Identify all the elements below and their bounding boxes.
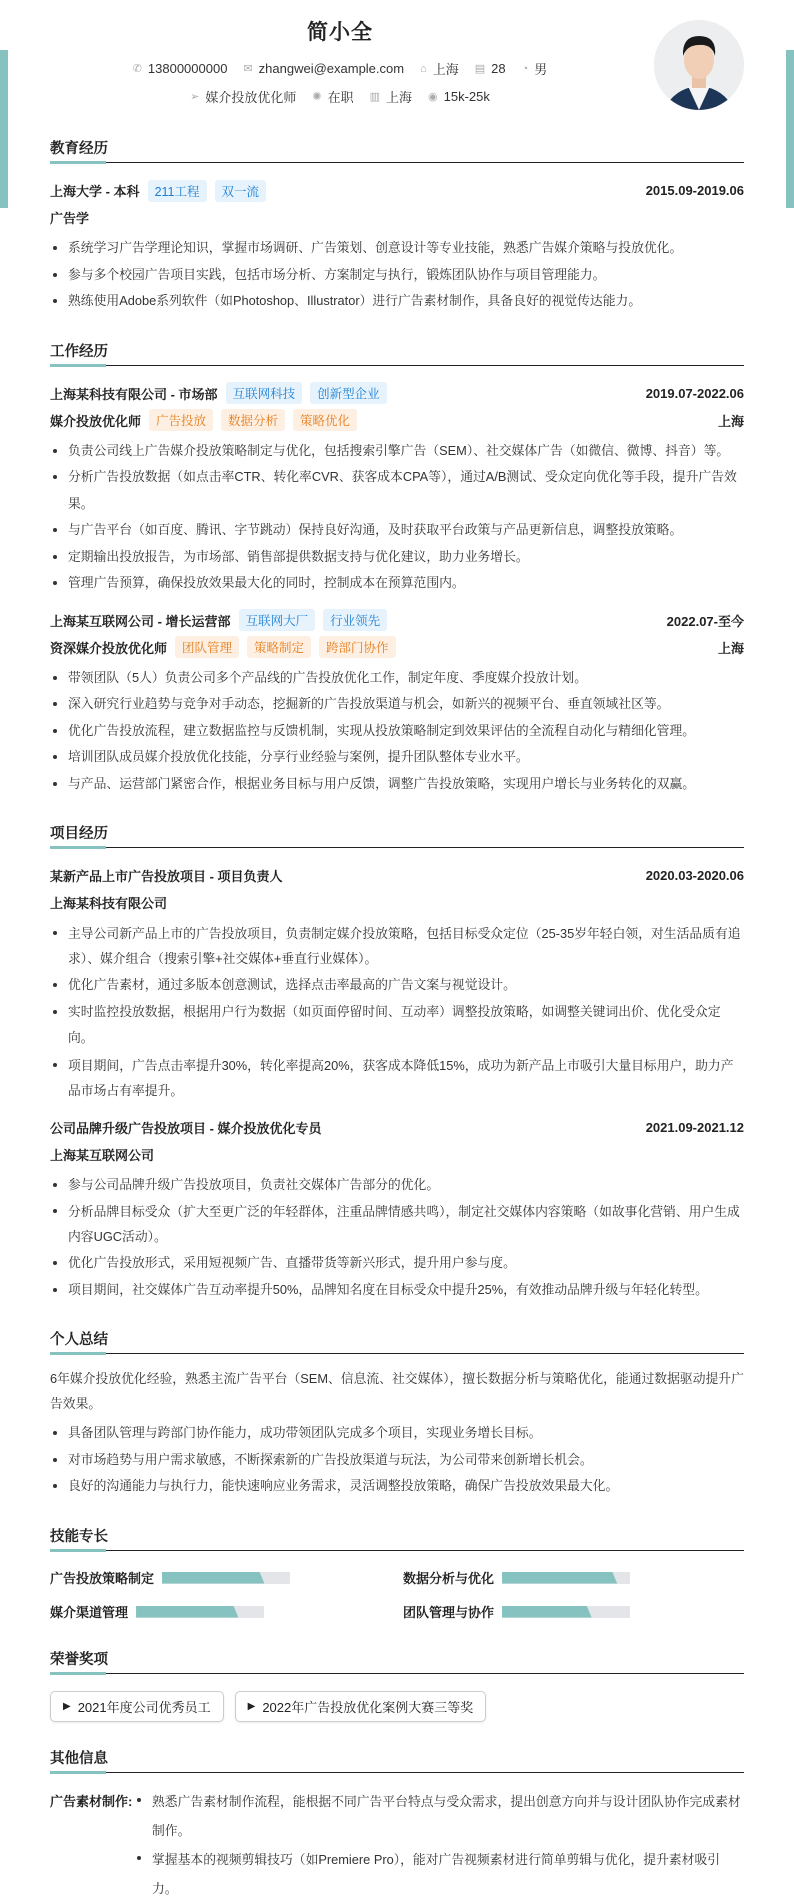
building-icon: ▥ — [369, 91, 380, 103]
list-item: 具备团队管理与跨部门协作能力，成功带领团队完成多个项目，实现业务增长目标。 — [50, 1420, 744, 1447]
summary-text: 6年媒介投放优化经验，熟悉主流广告平台（SEM、信息流、社交媒体），擅长数据分析与策略优化，能通过数据驱动提升广告效果。 — [50, 1371, 744, 1411]
entry-title: 公司品牌升级广告投放项目 - 媒介投放优化专员 — [50, 1120, 322, 1136]
phone: 13800000000 — [147, 61, 228, 76]
list-item: 优化广告投放形式，采用短视频广告、直播带货等新兴形式，提升用户参与度。 — [50, 1250, 744, 1277]
entry-right: 2015.09-2019.06 — [645, 183, 744, 198]
work-city: 上海 — [386, 90, 413, 105]
award-item — [50, 1691, 224, 1722]
skill-bar — [136, 1606, 264, 1618]
entry-title: 上海某互联网公司 — [50, 1147, 155, 1163]
entry-title: 某新产品上市广告投放项目 - 项目负责人 — [50, 869, 283, 884]
tag: 数据分析 — [221, 409, 285, 431]
entry-header — [50, 407, 744, 434]
section-summary — [50, 1327, 744, 1500]
bullet-list — [50, 920, 744, 1104]
tag: 互联网大厂 — [239, 609, 316, 631]
status: 在职 — [327, 90, 354, 105]
award-name: 2022年广告投放优化案例大赛三等奖 — [262, 1699, 474, 1715]
city: 上海 — [432, 62, 459, 77]
list-item: 熟练使用Adobe系列软件（如Photoshop、Illustrator）进行广告素材制作，具备良好的视觉传达能力。 — [50, 288, 744, 315]
list-item: 管理广告预算，确保投放效果最大化的同时，控制成本在预算范围内。 — [50, 570, 744, 597]
entry-header — [50, 380, 744, 407]
project-entry — [50, 1114, 744, 1304]
education-entry — [50, 177, 744, 315]
gender: 男 — [534, 62, 548, 77]
section-title: 荣誉奖项 — [50, 1647, 744, 1674]
entry-header — [50, 607, 744, 634]
skill-bar — [502, 1606, 630, 1618]
awards-list — [50, 1691, 744, 1722]
section-title: 其他信息 — [50, 1746, 744, 1773]
list-item: 熟悉广告素材制作流程，能根据不同广告平台特点与受众需求，提出创意方向并与设计团队协作完成素材制作。 — [134, 1787, 744, 1845]
section-skills — [50, 1524, 744, 1623]
job-entry — [50, 380, 744, 597]
bullet-list — [50, 235, 744, 315]
section-title: 项目经历 — [50, 821, 744, 848]
triangle-right-icon: ▶ — [247, 1700, 256, 1712]
list-item: 系统学习广告学理论知识，掌握市场调研、广告策划、创意设计等专业技能，熟悉广告媒介策略与投放优化。 — [50, 235, 744, 262]
list-item: 参与公司品牌升级广告投放项目，负责社交媒体广告部分的优化。 — [50, 1172, 744, 1199]
skill-bar-fill — [502, 1606, 592, 1618]
skill-item — [50, 1601, 403, 1623]
entry-right: 上海 — [717, 413, 744, 429]
job-intent-row — [0, 87, 680, 106]
bullet-list — [50, 1420, 744, 1500]
list-item: 分析品牌目标受众（扩大至更广泛的年轻群体，注重品牌情感共鸣），制定社交媒体内容策略（如故事化营销、用户生成内容UGC活动）。 — [50, 1198, 744, 1250]
entry-right: 2019.07-2022.06 — [645, 385, 744, 401]
entry-header — [50, 177, 744, 204]
bullet-list — [50, 1172, 744, 1304]
section-title: 教育经历 — [50, 136, 744, 163]
section-education — [50, 136, 744, 315]
candidate-name: 简小全 — [307, 21, 373, 44]
list-item: 参与多个校园广告项目实践，包括市场分析、方案制定与执行，锻炼团队协作与项目管理能力。 — [50, 262, 744, 289]
skill-name: 广告投放策略制定 — [50, 1571, 155, 1586]
entry-header — [50, 1141, 744, 1168]
section-projects — [50, 821, 744, 1303]
tag: 互联网科技 — [226, 382, 303, 404]
list-item: 优化广告素材，通过多版本创意测试，选择点击率最高的广告文案与视觉设计。 — [50, 972, 744, 999]
entry-title: 上海大学 - 本科 — [50, 184, 140, 199]
contact-row — [0, 59, 680, 78]
skill-item — [403, 1601, 733, 1623]
list-item: 与产品、运营部门紧密合作，根据业务目标与用户反馈，调整广告投放策略，实现用户增长与业务转化的双赢。 — [50, 771, 744, 798]
list-item: 项目期间，广告点击率提升30%，转化率提高20%，获客成本降低15%，成功为新产品上市吸引大量目标用户，助力产品市场占有率提升。 — [50, 1052, 744, 1104]
skill-bar-fill — [502, 1572, 617, 1584]
list-item: 主导公司新产品上市的广告投放项目，负责制定媒介投放策略，包括目标受众定位（25-35岁年轻白领，对生活品质有追求）、媒介组合（搜索引擎+社交媒体+垂直行业媒体）。 — [50, 920, 744, 972]
entry-right: 上海 — [717, 640, 744, 656]
entry-header — [50, 1114, 744, 1141]
resume-body — [50, 136, 744, 1903]
job-entry — [50, 607, 744, 798]
skill-name: 团队管理与协作 — [403, 1605, 495, 1620]
list-item: 定期输出投放报告，为市场部、销售部提供数据支持与优化建议，助力业务增长。 — [50, 544, 744, 571]
list-item: 项目期间，社交媒体广告互动率提升50%，品牌知名度在目标受众中提升25%，有效推动品牌升级与年轻化转型。 — [50, 1277, 744, 1304]
tag: 行业领先 — [323, 609, 387, 631]
bullet-list — [50, 438, 744, 597]
award-item — [235, 1691, 487, 1722]
skills-grid — [50, 1567, 744, 1623]
entry-right: 2021.09-2021.12 — [645, 1119, 744, 1135]
other-info — [50, 1787, 744, 1903]
other-content — [134, 1787, 744, 1903]
section-awards — [50, 1647, 744, 1722]
send-icon: ➢ — [190, 91, 200, 103]
section-title: 个人总结 — [50, 1327, 744, 1354]
entry-header — [50, 204, 744, 231]
section-work — [50, 339, 744, 798]
age-icon: ▤ — [474, 63, 486, 75]
entry-header — [50, 889, 744, 916]
entry-header — [50, 634, 744, 661]
entry-title: 上海某互联网公司 - 增长运营部 — [50, 613, 231, 629]
phone-icon: ✆ — [132, 63, 142, 75]
entry-title: 上海某科技有限公司 - 市场部 — [50, 386, 218, 402]
award-name: 2021年度公司优秀员工 — [77, 1699, 211, 1715]
email: zhangwei@example.com — [258, 61, 405, 76]
list-item: 优化广告投放流程，建立数据监控与反馈机制，实现从投放策略制定到效果评估的全流程自动化与精细化管理。 — [50, 718, 744, 745]
list-item: 良好的沟通能力与执行力，能快速响应业务需求，灵活调整投放策略，确保广告投放效果最大化。 — [50, 1473, 744, 1500]
home-icon: ⌂ — [420, 62, 427, 75]
list-item: 掌握基本的视频剪辑技巧（如Premiere Pro），能对广告视频素材进行简单剪辑与优化，提升素材吸引力。 — [134, 1845, 744, 1903]
salary-icon: ◉ — [428, 91, 438, 103]
skill-name: 媒介渠道管理 — [50, 1605, 129, 1620]
tag: 策略制定 — [247, 636, 311, 658]
tag: 团队管理 — [175, 636, 239, 658]
tag: 广告投放 — [149, 409, 213, 431]
salary: 15k-25k — [443, 89, 490, 104]
tag: 跨部门协作 — [319, 636, 396, 658]
right-accent-bar — [786, 50, 794, 208]
bullet-list — [50, 665, 744, 798]
skill-bar-fill — [136, 1606, 238, 1618]
tag: 策略优化 — [293, 409, 357, 431]
status-icon: ✺ — [312, 91, 322, 103]
list-item: 深入研究行业趋势与竞争对手动态，挖掘新的广告投放渠道与机会，如新兴的视频平台、垂直领域社区等。 — [50, 691, 744, 718]
triangle-right-icon: ▶ — [63, 1700, 71, 1712]
job: 媒介投放优化师 — [205, 90, 297, 105]
section-title: 工作经历 — [50, 339, 744, 366]
skill-item — [50, 1567, 403, 1589]
section-title: 技能专长 — [50, 1524, 744, 1551]
skill-bar-fill — [162, 1572, 264, 1584]
other-label: 广告素材制作: — [50, 1793, 133, 1809]
entry-title: 资深媒介投放优化师 — [50, 640, 168, 656]
entry-header — [50, 862, 744, 889]
age: 28 — [491, 61, 506, 76]
tag: 创新型企业 — [310, 382, 387, 404]
gender-icon: ◔ — [521, 62, 529, 75]
tag: 211工程 — [148, 180, 207, 202]
skill-name: 数据分析与优化 — [403, 1571, 495, 1586]
list-item: 与广告平台（如百度、腾讯、字节跳动）保持良好沟通，及时获取平台政策与产品更新信息，调整投放策略。 — [50, 517, 744, 544]
list-item: 带领团队（5人）负责公司多个产品线的广告投放优化工作，制定年度、季度媒介投放计划。 — [50, 665, 744, 692]
project-entry — [50, 862, 744, 1104]
list-item: 对市场趋势与用户需求敏感，不断探索新的广告投放渠道与玩法，为公司带来创新增长机会。 — [50, 1447, 744, 1474]
skill-bar — [502, 1572, 630, 1584]
entry-title: 上海某科技有限公司 — [50, 896, 168, 911]
mail-icon: ✉ — [243, 63, 253, 75]
skill-item — [403, 1567, 733, 1589]
tag: 双一流 — [215, 180, 267, 202]
skill-bar — [162, 1572, 290, 1584]
entry-title: 广告学 — [50, 211, 90, 226]
section-other — [50, 1746, 744, 1903]
entry-title: 媒介投放优化师 — [50, 413, 142, 429]
list-item: 实时监控投放数据，根据用户行为数据（如页面停留时间、互动率）调整投放策略，如调整关键词出价、优化受众定向。 — [50, 999, 744, 1052]
list-item: 分析广告投放数据（如点击率CTR、转化率CVR、获客成本CPA等），通过A/B测试、受众定向优化等手段，提升广告效果。 — [50, 464, 744, 517]
list-item: 负责公司线上广告媒介投放策略制定与优化，包括搜索引擎广告（SEM）、社交媒体广告（如微信、微博、抖音）等。 — [50, 438, 744, 465]
list-item: 培训团队成员媒介投放优化技能，分享行业经验与案例，提升团队整体专业水平。 — [50, 744, 744, 771]
entry-right: 2022.07-至今 — [666, 613, 744, 629]
avatar — [654, 20, 744, 110]
bullet-list — [134, 1787, 744, 1903]
entry-right: 2020.03-2020.06 — [645, 868, 744, 883]
